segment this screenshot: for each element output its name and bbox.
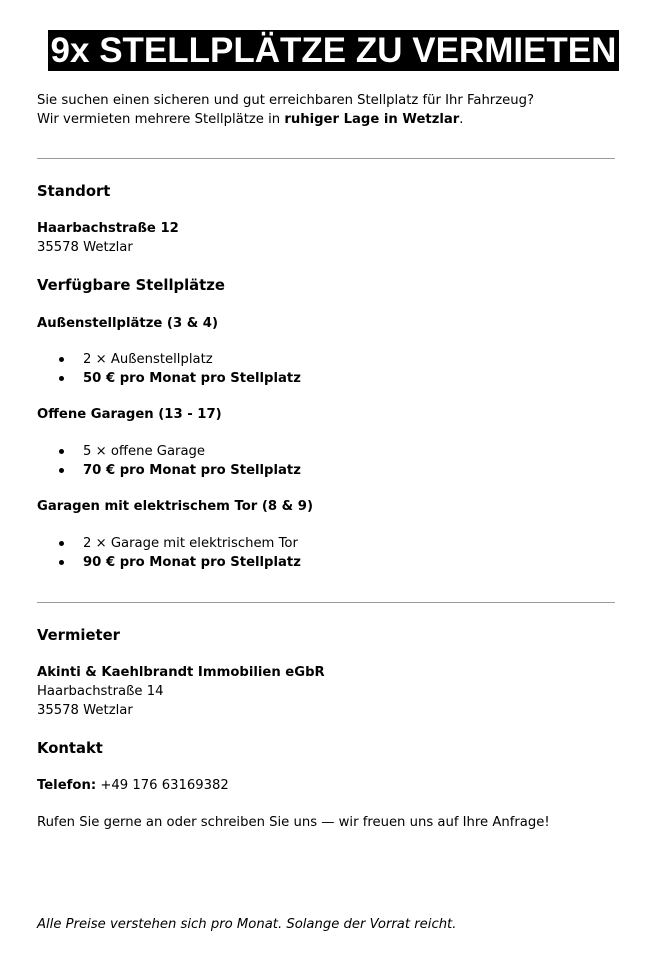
page-title: 9x STELLPLÄTZE ZU VERMIETEN — [48, 30, 620, 71]
group-title-offene-garagen: Offene Garagen (13 - 17) — [37, 407, 222, 422]
bullet-icon — [59, 449, 64, 454]
bullet-icon — [59, 376, 64, 381]
kontakt-heading: Kontakt — [37, 740, 103, 757]
phone-number: +49 176 63169382 — [96, 778, 229, 793]
kontakt-note: Rufen Sie gerne an oder schreiben Sie uns — wir freuen uns auf Ihre Anfrage! — [37, 815, 550, 830]
vermieter-street: Haarbachstraße 14 — [37, 684, 164, 699]
divider-2 — [37, 602, 615, 603]
vermieter-name: Akinti & Kaehlbrandt Immobilien eGbR — [37, 665, 325, 680]
list-item: 2 × Außenstellplatz — [83, 352, 213, 367]
standort-city: 35578 Wetzlar — [37, 240, 133, 255]
footer-note: Alle Preise verstehen sich pro Monat. Solange der Vorrat reicht. — [37, 917, 457, 932]
phone-label: Telefon: — [37, 778, 97, 793]
vermieter-heading: Vermieter — [37, 627, 120, 644]
list-item: 2 × Garage mit elektrischem Tor — [83, 536, 298, 551]
list-item-price: 70 € pro Monat pro Stellplatz — [83, 463, 301, 478]
group-title-elektrisch: Garagen mit elektrischem Tor (8 & 9) — [37, 499, 313, 514]
list-item-price: 90 € pro Monat pro Stellplatz — [83, 555, 301, 570]
bullet-icon — [59, 541, 64, 546]
vermieter-city: 35578 Wetzlar — [37, 703, 133, 718]
kontakt-phone — [37, 776, 229, 795]
standort-street: Haarbachstraße 12 — [37, 221, 179, 236]
intro-line-2-suffix: . — [459, 112, 464, 127]
standort-heading: Standort — [37, 183, 111, 200]
group-title-aussen: Außenstellplätze (3 & 4) — [37, 316, 219, 331]
intro-line-1: Sie suchen einen sicheren und gut erreichbaren Stellplatz für Ihr Fahrzeug? — [37, 93, 534, 108]
title-container — [0, 30, 667, 71]
intro-line-2-prefix: Wir vermieten mehrere Stellplätze in — [37, 112, 285, 127]
bullet-icon — [59, 560, 64, 565]
list-item: 5 × offene Garage — [83, 444, 206, 459]
bullet-icon — [59, 357, 64, 362]
verfuegbar-heading: Verfügbare Stellplätze — [37, 277, 225, 294]
intro-location-bold: ruhiger Lage in Wetzlar — [284, 112, 460, 127]
intro-line-2 — [37, 110, 464, 129]
bullet-icon — [59, 468, 64, 473]
list-item-price: 50 € pro Monat pro Stellplatz — [83, 371, 301, 386]
divider-1 — [37, 158, 615, 159]
